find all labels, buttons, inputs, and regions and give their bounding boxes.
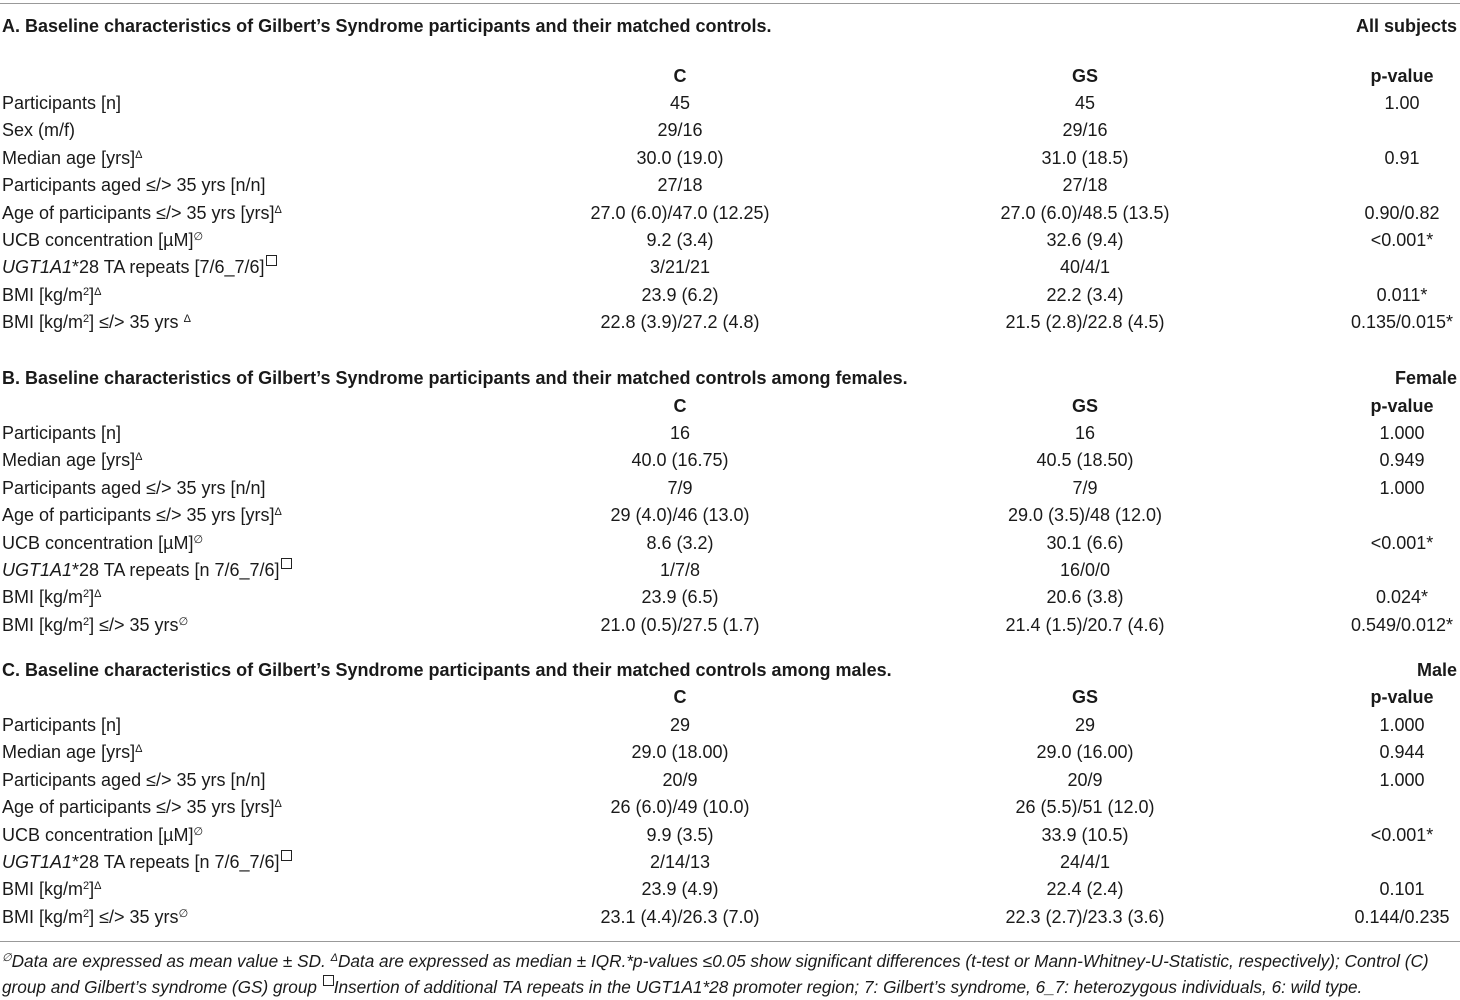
control-value: 29.0 (18.00) [631,742,729,763]
gs-value: 33.9 (10.5) [1041,824,1129,845]
row-label-text: ] [89,587,95,608]
row-label-prefix: BMI [kg/m [2,906,84,927]
footnote-marker: Δ [274,798,282,811]
bottom-rule [0,941,1460,942]
gs-value: 29 [1074,715,1096,735]
gs-value: 21.4 (1.5)/20.7 (4.6) [1005,614,1165,635]
row-label [2,530,203,556]
control-value: 45 [669,93,691,113]
table-row [0,767,1460,793]
table-row [0,612,1460,638]
p-value: <0.001* [1370,532,1434,553]
control-value: 2/14/13 [649,852,711,872]
row-label-prefix: BMI [kg/m [2,284,84,305]
gs-value: 20/9 [1067,769,1103,790]
control-value: 29/16 [657,120,703,141]
gs-value: 29/16 [1062,120,1108,141]
table-row [0,420,1460,446]
footnote-text-mean: Data are expressed as mean value ± SD. [11,951,331,971]
row-label-text: Median age [yrs] [2,147,136,168]
square-icon [281,558,292,569]
row-label-text: Age of participants ≤/> 35 yrs [yrs] [2,505,275,526]
section-c-title: C. Baseline characteristics of Gilbert’s Syndrome participants and their matched controls among males. [2,660,892,680]
p-value: 1.000 [1379,477,1425,498]
table-row [0,904,1460,930]
row-label-text: ] [89,284,95,305]
row-label [2,254,277,280]
row-label [2,822,203,848]
p-value: 0.944 [1379,742,1425,763]
exponent: 2 [83,907,90,920]
row-label-text: Participants aged ≤/> 35 yrs [n/n] [2,477,266,498]
table-row [0,145,1460,171]
row-label-prefix: BMI [kg/m [2,879,84,900]
section-c-group-label: Male [1416,660,1457,680]
gs-value: 31.0 (18.5) [1041,147,1129,168]
gs-value: 29.0 (3.5)/48 (12.0) [1007,505,1163,526]
gs-value: 40/4/1 [1059,257,1111,278]
row-label-text: Participants [n] [2,423,122,443]
footnote-median-symbol: Δ [330,952,338,964]
exponent: 2 [83,615,90,628]
footnote-marker: Δ [94,880,102,893]
table-row [0,309,1460,335]
column-header-p: p-value [1370,687,1434,707]
gs-value: 7/9 [1072,477,1098,498]
control-value: 29 (4.0)/46 (13.0) [610,505,750,526]
row-label-prefix: BMI [kg/m [2,587,84,608]
table-row [0,475,1460,501]
p-value: 0.91 [1384,147,1420,168]
section-b-title: B. Baseline characteristics of Gilbert’s Syndrome participants and their matched controls among females. [2,368,908,388]
row-label [2,904,188,930]
p-value: 1.000 [1379,715,1425,735]
gs-value: 22.4 (2.4) [1046,879,1124,900]
row-label [2,117,75,143]
control-value: 8.6 (3.2) [646,532,714,553]
row-label [2,557,292,583]
column-header-gs: GS [1071,687,1098,707]
table-row [0,200,1460,226]
row-label [2,612,188,638]
table-footnote [2,948,1458,1000]
p-value: 0.549/0.012* [1350,614,1454,635]
footnote-marker: Δ [274,203,282,216]
row-label-text: UCB concentration [µM] [2,532,194,553]
p-value: 1.00 [1384,93,1420,113]
gs-value: 21.5 (2.8)/22.8 (4.5) [1005,312,1165,333]
table-row [0,90,1460,116]
table-row [0,447,1460,473]
control-value: 16 [669,423,691,443]
control-value: 23.9 (4.9) [641,879,719,900]
footnote-mean-symbol: ∅ [2,952,12,964]
table-row [0,584,1460,610]
control-value: 23.9 (6.5) [641,587,719,608]
table-row [0,557,1460,583]
column-header-p: p-value [1370,66,1434,86]
table-row [0,822,1460,848]
row-label [2,172,266,198]
gs-value: 29.0 (16.00) [1036,742,1134,763]
row-label-text: Participants [n] [2,715,122,735]
footnote-marker: ∅ [193,533,204,546]
section-a-title: A. Baseline characteristics of Gilbert’s Syndrome participants and their matched controls. [2,16,772,36]
row-label [2,739,142,765]
row-label-text: UCB concentration [µM] [2,824,194,845]
p-value: 0.011* [1376,284,1428,305]
row-label-text: Participants [n] [2,93,122,113]
footnote-marker: Δ [274,506,282,519]
control-value: 23.1 (4.4)/26.3 (7.0) [600,906,760,927]
table-row [0,739,1460,765]
row-label-text: *28 TA repeats [7/6_7/6] [72,257,265,278]
section-c-header [0,657,1460,683]
row-label-text: Age of participants ≤/> 35 yrs [yrs] [2,797,275,818]
row-label [2,309,191,335]
control-value: 30.0 (19.0) [636,147,724,168]
row-label-text: ] ≤/> 35 yrs [89,312,184,333]
gs-value: 32.6 (9.4) [1046,230,1124,250]
control-value: 27.0 (6.0)/47.0 (12.25) [590,202,770,223]
gs-value: 27.0 (6.0)/48.5 (13.5) [1000,202,1170,223]
footnote-marker: Δ [135,148,143,161]
row-label-text: ] ≤/> 35 yrs [89,614,179,635]
p-value: 1.000 [1379,769,1425,790]
row-label-prefix: BMI [kg/m [2,614,84,635]
gs-value: 16 [1074,423,1096,443]
control-value: 40.0 (16.75) [631,450,729,471]
row-label [2,712,121,738]
row-label-text: *28 TA repeats [n 7/6_7/6] [72,852,280,872]
exponent: 2 [83,588,90,601]
gs-value: 27/18 [1062,175,1108,196]
control-value: 9.9 (3.5) [646,824,714,845]
row-label-text: Age of participants ≤/> 35 yrs [yrs] [2,202,275,223]
exponent: 2 [83,285,90,298]
footnote-marker: Δ [94,588,102,601]
row-label [2,90,121,116]
row-label [2,447,142,473]
row-label [2,849,292,875]
control-value: 21.0 (0.5)/27.5 (1.7) [600,614,760,635]
row-label [2,876,102,902]
row-label [2,282,102,308]
gs-value: 22.2 (3.4) [1046,284,1124,305]
column-header-c: C [673,66,687,86]
square-icon [266,255,277,266]
p-value: 0.024* [1375,587,1429,608]
footnote-marker: Δ [183,313,191,326]
footnote-marker: Δ [135,451,143,464]
control-value: 22.8 (3.9)/27.2 (4.8) [600,312,760,333]
exponent: 2 [83,313,90,326]
table-row [0,876,1460,902]
footnote-marker: ∅ [193,825,204,838]
row-label [2,420,121,446]
footnote-marker: ∅ [193,231,204,243]
table-row [0,227,1460,253]
table-row [0,502,1460,528]
square-icon [323,975,334,986]
control-value: 26 (6.0)/49 (10.0) [610,797,750,818]
row-label-text: *28 TA repeats [n 7/6_7/6] [72,560,280,580]
row-label [2,227,203,253]
section-b-header [0,365,1460,391]
column-header-p: p-value [1370,396,1434,416]
section-a-group-label: All subjects [1355,16,1457,36]
footnote-marker: Δ [135,743,143,756]
control-value: 29 [669,715,691,735]
gs-value: 26 (5.5)/51 (12.0) [1015,797,1155,818]
row-label-prefix: BMI [kg/m [2,312,84,333]
table-row [0,282,1460,308]
p-value: 0.135/0.015* [1350,312,1454,333]
row-label-text: Median age [yrs] [2,450,136,471]
p-value: 0.90/0.82 [1364,202,1440,223]
square-icon [281,850,292,861]
table-row [0,712,1460,738]
gs-value: 45 [1074,93,1096,113]
column-header-gs: GS [1071,66,1098,86]
p-value: 0.144/0.235 [1354,906,1450,927]
row-label [2,794,282,820]
control-value: 20/9 [662,769,698,790]
p-value: 0.101 [1379,879,1425,900]
section-b-group-label: Female [1394,368,1457,388]
section-a-column-headers [0,63,1460,89]
row-label [2,502,282,528]
column-header-c: C [673,396,687,416]
p-value: 1.000 [1379,423,1425,443]
column-header-gs: GS [1071,396,1098,416]
table-row [0,254,1460,280]
footnote-marker: ∅ [178,615,189,628]
row-label [2,475,266,501]
table-row [0,172,1460,198]
footnote-marker: ∅ [178,907,189,920]
control-value: 7/9 [667,477,693,498]
gs-value: 24/4/1 [1059,852,1111,872]
footnote-marker: Δ [94,285,102,298]
row-label-text: Median age [yrs] [2,742,136,763]
gene-name: UGT1A1 [2,257,73,278]
table-row [0,117,1460,143]
row-label-text: UCB concentration [µM] [2,230,194,250]
control-value: 1/7/8 [659,560,701,580]
gs-value: 22.3 (2.7)/23.3 (3.6) [1005,906,1165,927]
footnote-text-insertion: Insertion of additional TA repeats in the UGT1A1*28 promoter region; 7: Gilbert’s syndrome, 6_7: heterozygous individuals, 6: wild type. [333,977,1363,997]
gs-value: 20.6 (3.8) [1046,587,1124,608]
row-label-text: Participants aged ≤/> 35 yrs [n/n] [2,769,266,790]
section-a-header [0,13,1460,39]
section-b-column-headers [0,393,1460,419]
gene-name: UGT1A1 [2,852,73,872]
exponent: 2 [83,880,90,893]
gs-value: 40.5 (18.50) [1036,450,1134,471]
row-label [2,145,142,171]
row-label [2,584,102,610]
row-label-text: ] [89,879,95,900]
row-label-text: ] ≤/> 35 yrs [89,906,179,927]
top-rule [0,3,1460,4]
control-value: 3/21/21 [649,257,711,278]
gs-value: 16/0/0 [1059,560,1111,580]
row-label-text: Sex (m/f) [2,120,76,141]
p-value: <0.001* [1370,230,1434,250]
section-c-column-headers [0,684,1460,710]
control-value: 27/18 [657,175,703,196]
table-row [0,794,1460,820]
p-value: 0.949 [1379,450,1425,471]
table-row [0,530,1460,556]
row-label [2,200,282,226]
gene-name: UGT1A1 [2,560,73,580]
control-value: 9.2 (3.4) [646,230,714,250]
row-label [2,767,266,793]
table-row [0,849,1460,875]
footnote-text-median: Data are expressed as median ± IQR.*p-values ≤0.05 show significant differences (t-test or Mann-Whitney-U-Statistic, respectively); Control (C) group and Gilbert’s syndrome (GS) group [2,951,1429,997]
gs-value: 30.1 (6.6) [1046,532,1124,553]
control-value: 23.9 (6.2) [641,284,719,305]
row-label-text: Participants aged ≤/> 35 yrs [n/n] [2,175,266,196]
p-value: <0.001* [1370,824,1434,845]
column-header-c: C [673,687,687,707]
